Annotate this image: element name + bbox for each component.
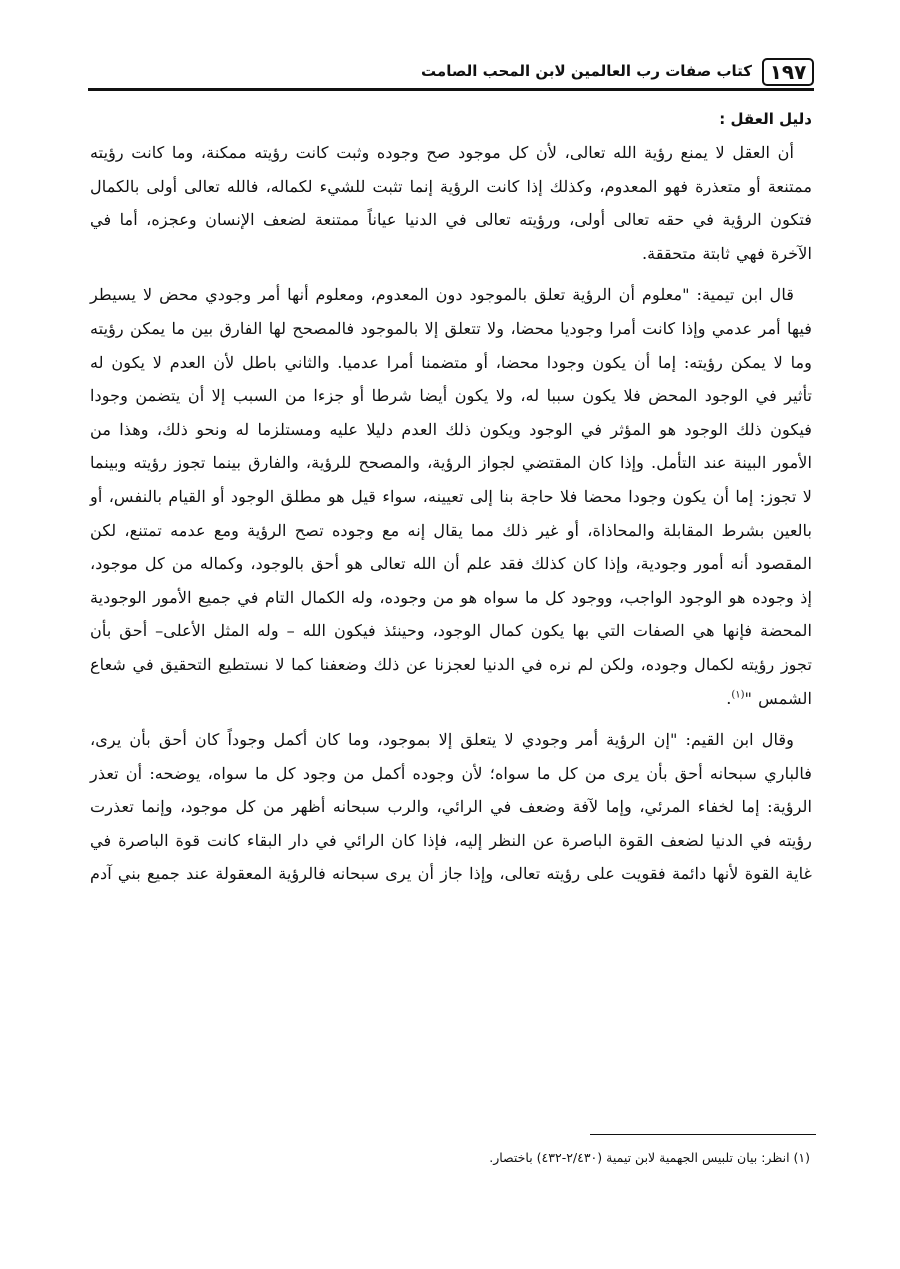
- header-divider: [88, 88, 814, 91]
- paragraph-ibn-taymiyyah-quote: قال ابن تيمية: "معلوم أن الرؤية تعلق بالموجود دون المعدوم، ومعلوم أنها أمر وجودي محض لا يسيطر فيها أمر عدمي وإذا كانت أمرا وجوديا محضا، ولا تتعلق إلا بالموجود فالمصحح لها الفارق بين ما يمكن رؤيته وما لا يمكن رؤيته: إما أن يكون وجودا محضا، أو متضمنا أمرا عدميا. والثاني باطل لأن العدم لا يكون له تأثير في الوجود المحض فلا يكون سببا له، ولا يكون أيضا شرطا أو جزءا من السبب إلا أن يتضمن وجودا فيكون ذلك الوجود هو المؤثر في الوجود ويكون ذلك العدم دليلا عليه ومستلزما له ونحو ذلك، وهذا من الأمور البينة عند التأمل. وإذا كان المقتضي لجواز الرؤية، والمصحح للرؤية، والفارق بينما تجوز رؤيته وبينما لا تجوز: إما أن يكون وجودا محضا فلا حاجة بنا إلى تعيينه، سواء قيل هو مطلق الوجود أو القيام بالنفس، أو بالعين بشرط المقابلة والمحاذاة، أو غير ذلك مما يقال إنه مع وجوده تصح الرؤية ومع عدمه تمتنع، لكن المقصود أنه أمور وجودية، وإذا كان كذلك فقد علم أن الله تعالى هو أحق بالوجود، وكماله من كل موجود، إذ وجوده هو الوجود الواجب، ووجود كل ما سواه هو من وجوده، وله الكمال التام في جميع الأمور الوجودية المحضة فإنها هي الصفات التي بها يكون كمال الوجود، وحينئذ فيكون الله – وله المثل الأعلى– أحق بأن تجوز رؤيته لكمال وجوده، ولكن لم نره في الدنيا لعجزنا عن ذلك وضعفنا كما لا نستطيع التحقيق في شعاع الشمس "$^{(١)}$.: [90, 285, 812, 708]
- footnote: (١) انظر: بيان تلبيس الجهمية لابن تيمية (٢/٤٣٠-٤٣٢) باختصار.: [489, 1150, 810, 1165]
- paragraph-reason-argument: أن العقل لا يمنع رؤية الله تعالى، لأن كل موجود صح وجوده وثبت كانت رؤيته ممكنة، وما كانت رؤيته ممتنعة أو متعذرة فهو المعدوم، وكذلك إذا كانت الرؤية إنما تثبت للشيء لكماله، فالله تعالى أولى بالكمال فتكون الرؤية في حقه تعالى أولى، ورؤيته تعالى في الدنيا عياناً ممتنعة لضعف الإنسان وعجزه، أما في الآخرة فهي ثابتة متحققة.: [90, 143, 812, 263]
- book-title: كتاب صفات رب العالمين لابن المحب الصامت: [421, 62, 752, 80]
- page-body: [90, 106, 812, 891]
- section-heading: دليل العقل :: [719, 110, 812, 128]
- page-header: [88, 52, 814, 94]
- footnote-reference[interactable]: (١): [731, 689, 745, 701]
- paragraph-ibn-al-qayyim-quote: وقال ابن القيم: "إن الرؤية أمر وجودي لا يتعلق إلا بموجود، وما كان أكمل وجوداً كان أحق بأن يرى، فالباري سبحانه أحق بأن يرى من كل ما سواه؛ لأن وجوده أكمل من وجود كل ما سواه، يوضحه: أن تعذر الرؤية: إما لخفاء المرئي، وإما لآفة وضعف في الرائي، والرب سبحانه أظهر من كل موجود، وإنما تعذرت رؤيته في الدنيا لضعف القوة الباصرة عن النظر إليه، فإذا كان الرائي في دار البقاء كانت قوة الباصرة في غاية القوة لأنها دائمة فقويت على رؤيته تعالى، وإذا جاز أن يرى سبحانه فالرؤية المعقولة عند جميع بني آدم: [90, 730, 812, 884]
- footnote-divider: [590, 1134, 816, 1135]
- page-number: ١٩٧: [762, 58, 814, 86]
- paragraph-text: قال ابن تيمية: "معلوم أن الرؤية تعلق بالموجود دون المعدوم، ومعلوم أنها أمر وجودي محض لا يسيطر فيها أمر عدمي وإذا كانت أمرا وجوديا محضا، ولا تتعلق إلا بالموجود فالمصحح لها الفارق بين ما يمكن رؤيته وما لا يمكن رؤيته: إما أن يكون وجودا محضا، أو متضمنا أمرا عدميا. والثاني باطل لأن العدم لا يكون له تأثير في الوجود المحض فلا يكون سببا له، ولا يكون أيضا شرطا أو جزءا من السبب إلا أن يتضمن وجودا فيكون ذلك الوجود هو المؤثر في الوجود ويكون ذلك العدم دليلا عليه ومستلزما له ونحو ذلك، وهذا من الأمور البينة عند التأمل. وإذا كان المقتضي لجواز الرؤية، والمصحح للرؤية، والفارق بينما تجوز رؤيته وبينما لا تجوز: إما أن يكون وجودا محضا فلا حاجة بنا إلى تعيينه، سواء قيل هو مطلق الوجود أو القيام بالنفس، أو بالعين بشرط المقابلة والمحاذاة، أو غير ذلك مما يقال إنه مع وجوده تصح الرؤية ومع عدمه تمتنع، لكن المقصود أنه أمور وجودية، وإذا كان كذلك فقد علم أن الله تعالى هو أحق بالوجود، وكماله من كل موجود، إذ وجوده هو الوجود الواجب، ووجود كل ما سواه هو من وجوده، وله الكمال التام في جميع الأمور الوجودية المحضة فإنها هي الصفات التي بها يكون كمال الوجود، وحينئذ فيكون الله – وله المثل الأعلى– أحق بأن تجوز رؤيته لكمال وجوده، ولكن لم نره في الدنيا لعجزنا عن ذلك وضعفنا كما لا نستطيع التحقيق في شعاع الشمس ": [90, 285, 812, 708]
